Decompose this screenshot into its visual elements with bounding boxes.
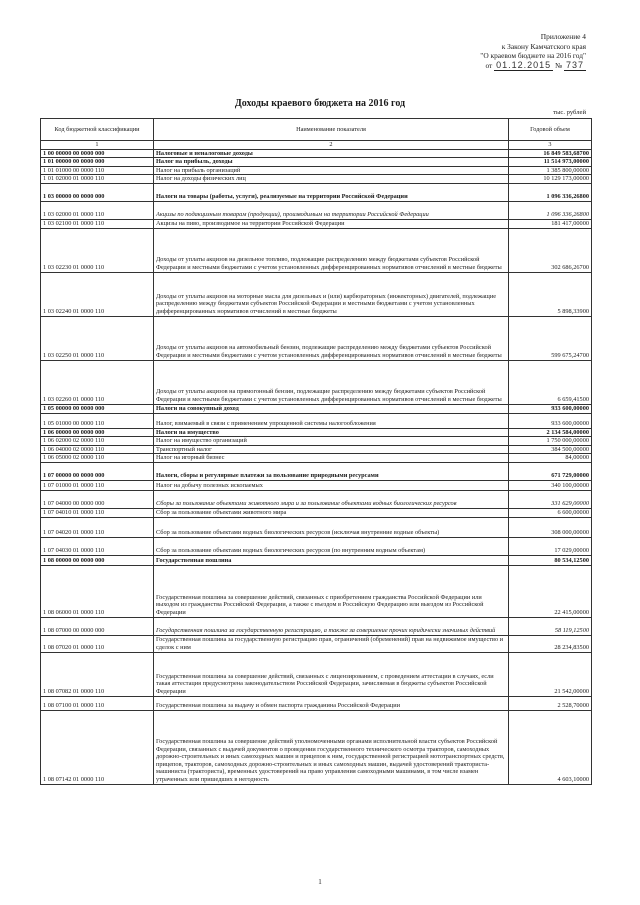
row-amount: 21 542,00000 — [509, 652, 592, 696]
row-amount: 4 603,10000 — [509, 710, 592, 784]
table-row — [41, 462, 592, 480]
row-code: 1 06 05000 02 0000 110 — [41, 454, 154, 463]
table-row — [41, 454, 592, 463]
row-name: Доходы от уплаты акцизов на прямогонный бензин, подлежащие распределению между бюджетами субъектов Российской Федерации и местными бюджетами с учетом установленных дифференцированных нормативов отчислений в местные бюджеты — [154, 360, 509, 404]
row-code: 1 07 04000 00 0000 000 — [41, 490, 154, 508]
row-amount: 1 096 336,26800 — [509, 183, 592, 201]
column-header-code: Код бюджетной классификации — [41, 119, 154, 141]
table-row — [41, 158, 592, 167]
page-number: 1 — [318, 878, 322, 886]
table-row — [41, 428, 592, 437]
row-name: Государственная пошлина за государственную регистрацию прав, ограничений (обременений) прав на недвижимое имущество и сделок с ним — [154, 635, 509, 652]
row-code: 1 03 02260 01 0000 110 — [41, 360, 154, 404]
table-row — [41, 635, 592, 652]
row-code: 1 07 04010 01 0000 110 — [41, 508, 154, 517]
row-code: 1 05 01000 00 0000 110 — [41, 413, 154, 428]
row-amount: 28 234,83500 — [509, 635, 592, 652]
row-name: Государственная пошлина — [154, 555, 509, 565]
row-code: 1 03 02000 01 0000 110 — [41, 201, 154, 219]
table-row — [41, 565, 592, 617]
row-code: 1 01 01000 00 0000 110 — [41, 166, 154, 175]
column-number-3: 3 — [509, 141, 592, 150]
row-amount: 599 675,24700 — [509, 316, 592, 360]
column-number-1: 1 — [41, 141, 154, 150]
row-code: 1 05 00000 00 0000 000 — [41, 404, 154, 413]
row-name: Налог на игорный бизнес — [154, 454, 509, 463]
row-name: Сборы за пользование объектами животного мира и за пользование объектами водных биологических ресурсов — [154, 490, 509, 508]
row-amount: 384 500,00000 — [509, 445, 592, 454]
row-amount: 16 849 583,68700 — [509, 149, 592, 158]
row-name: Акцизы на пиво, производимое на территории Российской Федерации — [154, 219, 509, 228]
row-code: 1 08 06000 01 0000 110 — [41, 565, 154, 617]
row-amount: 10 129 173,00000 — [509, 175, 592, 184]
row-name: Налоги на совокупный доход — [154, 404, 509, 413]
row-amount: 933 600,00000 — [509, 413, 592, 428]
row-amount: 80 534,12500 — [509, 555, 592, 565]
row-name: Сбор за пользование объектами животного мира — [154, 508, 509, 517]
table-row — [41, 490, 592, 508]
row-amount: 58 119,12500 — [509, 617, 592, 635]
row-code: 1 08 07020 01 0000 110 — [41, 635, 154, 652]
row-name: Доходы от уплаты акцизов на автомобильный бензин, подлежащие распределению между бюджетами субъектов Российской Федерации и местными бюджетами с учетом установленных дифференцированных нормативов отчислений в местные бюджеты — [154, 316, 509, 360]
row-code: 1 08 00000 00 0000 000 — [41, 555, 154, 565]
row-code: 1 03 02230 01 0000 110 — [41, 228, 154, 272]
document-title: Доходы краевого бюджета на 2016 год — [234, 98, 406, 109]
column-header-name: Наименование показателя — [154, 119, 509, 141]
table-row — [41, 183, 592, 201]
table-row — [41, 445, 592, 454]
row-name: Государственная пошлина за совершение действий уполномоченными органами исполнительной власти субъектов Российской Федерации, связанных с выдачей документов о проведении государственного технического осмотра тракторов, самоходных дорожно-строительных и иных самоходных машин и прицепов к ним, государственной регистрацией мототранспортных средств, прицепов, тракторов, самоходных дорожно-строительных и иных самоходных машин, выдачей удостоверений тракториста-машиниста (тракториста), временных удостоверений на право управления самоходными машинами, в том числе взамен утраченных или пришедших в негодность — [154, 710, 509, 784]
annex-line-2: к Закону Камчатского края — [501, 41, 586, 51]
row-amount: 1 750 000,00000 — [509, 437, 592, 446]
table-row — [41, 480, 592, 490]
table-row — [41, 413, 592, 428]
row-amount: 11 514 973,00000 — [509, 158, 592, 167]
row-name: Налоговые и неналоговые доходы — [154, 149, 509, 158]
row-name: Акцизы по подакцизным товарам (продукции), производимым на территории Российской Федерации — [154, 201, 509, 219]
annex-header — [480, 32, 586, 70]
row-code: 1 06 04000 02 0000 110 — [41, 445, 154, 454]
row-name: Налоги на товары (работы, услуги), реализуемые на территории Российской Федерации — [154, 183, 509, 201]
annex-date-line — [480, 61, 586, 71]
table-row — [41, 228, 592, 272]
table-row — [41, 517, 592, 537]
column-number-2: 2 — [154, 141, 509, 150]
row-amount: 302 686,26700 — [509, 228, 592, 272]
row-code: 1 01 02000 01 0000 110 — [41, 175, 154, 184]
annex-line-3: "О краевом бюджете на 2016 год" — [480, 51, 586, 61]
row-code: 1 06 00000 00 0000 000 — [41, 428, 154, 437]
row-name: Доходы от уплаты акцизов на дизельное топливо, подлежащие распределению между бюджетами субъектов Российской Федерации и местными бюджетами с учетом установленных дифференцированных нормативов отчислений в местные бюджеты — [154, 228, 509, 272]
table-row — [41, 508, 592, 517]
row-name: Налог на прибыль организаций — [154, 166, 509, 175]
row-code: 1 01 00000 00 0000 000 — [41, 158, 154, 167]
budget-revenue-table — [40, 118, 592, 785]
row-amount: 17 029,00000 — [509, 537, 592, 555]
units-label: тыс. рублей — [553, 109, 586, 116]
table-row — [41, 710, 592, 784]
table-row — [41, 201, 592, 219]
table-row — [41, 219, 592, 228]
row-amount: 671 729,00000 — [509, 462, 592, 480]
table-row — [41, 149, 592, 158]
number-prefix: № — [555, 60, 563, 70]
row-name: Налог на имущество организаций — [154, 437, 509, 446]
row-name: Транспортный налог — [154, 445, 509, 454]
row-amount: 1 096 336,26800 — [509, 201, 592, 219]
row-code: 1 07 04030 01 0000 110 — [41, 537, 154, 555]
row-code: 1 03 02100 01 0000 110 — [41, 219, 154, 228]
column-header-amount: Годовой объем — [509, 119, 592, 141]
row-code: 1 08 07082 01 0000 110 — [41, 652, 154, 696]
row-amount: 308 000,00000 — [509, 517, 592, 537]
row-amount: 84,00000 — [509, 454, 592, 463]
row-name: Государственная пошлина за совершение действий, связанных с приобретением гражданства Российской Федерации или выходом из гражданства Российской Федерации, а также с въездом в Российскую Федерацию или выездом из Российской Федерации — [154, 565, 509, 617]
row-code: 1 06 02000 02 0000 110 — [41, 437, 154, 446]
table-row — [41, 617, 592, 635]
row-name: Государственная пошлина за выдачу и обмен паспорта гражданина Российской Федерации — [154, 696, 509, 710]
row-code: 1 07 04020 01 0000 110 — [41, 517, 154, 537]
table-row — [41, 360, 592, 404]
row-name: Доходы от уплаты акцизов на моторные масла для дизельных и (или) карбюраторных (инжекторных) двигателей, подлежащие распределению между бюджетами субъектов Российской Федерации и местными бюджетами с учетом установленных дифференцированных нормативов отчислений в местные бюджеты — [154, 272, 509, 316]
row-name: Государственная пошлина за совершение действий, связанных с лицензированием, с проведением аттестации в случаях, если такая аттестация предусмотрена законодательством Российской Федерации, зачисляемая в бюджеты субъектов Российской Федерации — [154, 652, 509, 696]
row-amount: 6 659,41500 — [509, 360, 592, 404]
row-amount: 6 600,00000 — [509, 508, 592, 517]
table-row — [41, 316, 592, 360]
row-code: 1 08 07142 01 0000 110 — [41, 710, 154, 784]
row-amount: 2 134 584,00000 — [509, 428, 592, 437]
row-amount: 1 385 800,00000 — [509, 166, 592, 175]
row-code: 1 08 07000 00 0000 000 — [41, 617, 154, 635]
row-amount: 331 629,00000 — [509, 490, 592, 508]
table-row — [41, 404, 592, 413]
row-amount: 5 898,33900 — [509, 272, 592, 316]
table-row — [41, 437, 592, 446]
table-row — [41, 175, 592, 184]
row-name: Государственная пошлина за государственную регистрацию, а также за совершение прочих юридически значимых действий — [154, 617, 509, 635]
date-prefix: от — [485, 60, 493, 70]
row-code: 1 03 00000 00 0000 000 — [41, 183, 154, 201]
row-name: Налог на доходы физических лиц — [154, 175, 509, 184]
row-name: Сбор за пользование объектами водных биологических ресурсов (исключая внутренние водные объекты) — [154, 517, 509, 537]
row-name: Сбор за пользование объектами водных биологических ресурсов (по внутренним водным объектам) — [154, 537, 509, 555]
row-code: 1 08 07100 01 0000 110 — [41, 696, 154, 710]
row-name: Налоги, сборы и регулярные платежи за пользование природными ресурсами — [154, 462, 509, 480]
row-name: Налоги на имущество — [154, 428, 509, 437]
annex-line-1: Приложение 4 — [540, 32, 586, 41]
table-row — [41, 166, 592, 175]
row-name: Налог на добычу полезных ископаемых — [154, 480, 509, 490]
row-code: 1 07 00000 00 0000 000 — [41, 462, 154, 480]
row-code: 1 00 00000 00 0000 000 — [41, 149, 154, 158]
row-amount: 22 415,00000 — [509, 565, 592, 617]
row-name: Налог, взимаемый в связи с применением упрощенной системы налогообложения — [154, 413, 509, 428]
row-name: Налог на прибыль, доходы — [154, 158, 509, 167]
table-row — [41, 555, 592, 565]
table-row — [41, 272, 592, 316]
row-amount: 181 417,00000 — [509, 219, 592, 228]
table-row — [41, 696, 592, 710]
handwritten-date: 01.12.2015 — [496, 59, 552, 70]
row-code: 1 03 02240 01 0000 110 — [41, 272, 154, 316]
row-code: 1 03 02250 01 0000 110 — [41, 316, 154, 360]
row-amount: 2 528,70000 — [509, 696, 592, 710]
handwritten-number: 737 — [565, 59, 584, 70]
table-row — [41, 652, 592, 696]
row-code: 1 07 01000 01 0000 110 — [41, 480, 154, 490]
table-row — [41, 537, 592, 555]
row-amount: 340 100,00000 — [509, 480, 592, 490]
row-amount: 933 600,00000 — [509, 404, 592, 413]
